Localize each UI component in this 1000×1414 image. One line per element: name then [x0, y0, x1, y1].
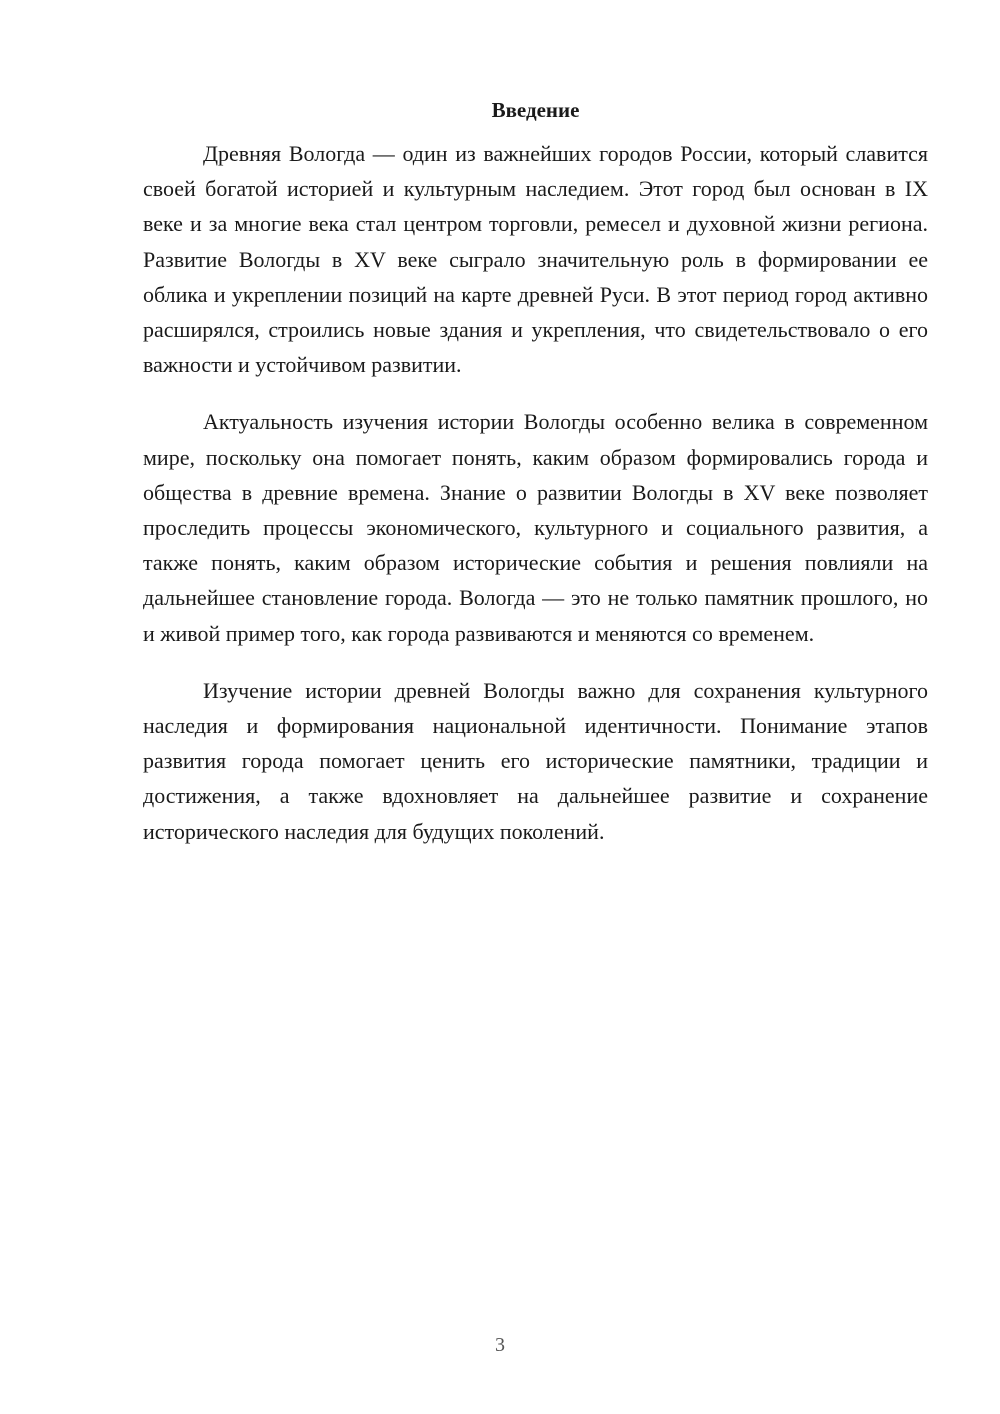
section-heading: Введение [491, 98, 580, 122]
page-number: 3 [495, 1334, 505, 1356]
paragraph-3: Изучение истории древней Вологды важно для сохранения культурного наследия и формирования национальной идентичности. Понимание этапов развития города помогает ценить его исторические памятники, традиции и достижения, а также вдохновляет на дальнейшее развитие и сохранение исторического наследия для будущих поколений. [143, 677, 928, 844]
paragraph-2: Актуальность изучения истории Вологды особенно велика в современном мире, поскольку она помогает понять, каким образом формировались города и общества в древние времена. Знание о развитии Вологды в XV веке позволяет проследить процессы экономического, культурного и социального развития, а также понять, каким образом исторические события и решения повлияли на дальнейшее становление города. Вологда — это не только памятник прошлого, но и живой пример того, как города развиваются и меняются со временем. [143, 409, 928, 646]
page-content [143, 94, 928, 871]
paragraph-1: Древняя Вологда — один из важнейших городов России, который славится своей богатой историей и культурным наследием. Этот город был основан в IX веке и за многие века стал центром торговли, ремесел и духовной жизни региона. Развитие Вологды в XV веке сыграло значительную роль в формировании ее облика и укреплении позиций на карте древней Руси. В этот период город активно расширялся, строились новые здания и укрепления, что свидетельствовало о его важности и устойчивом развитии. [143, 141, 928, 378]
